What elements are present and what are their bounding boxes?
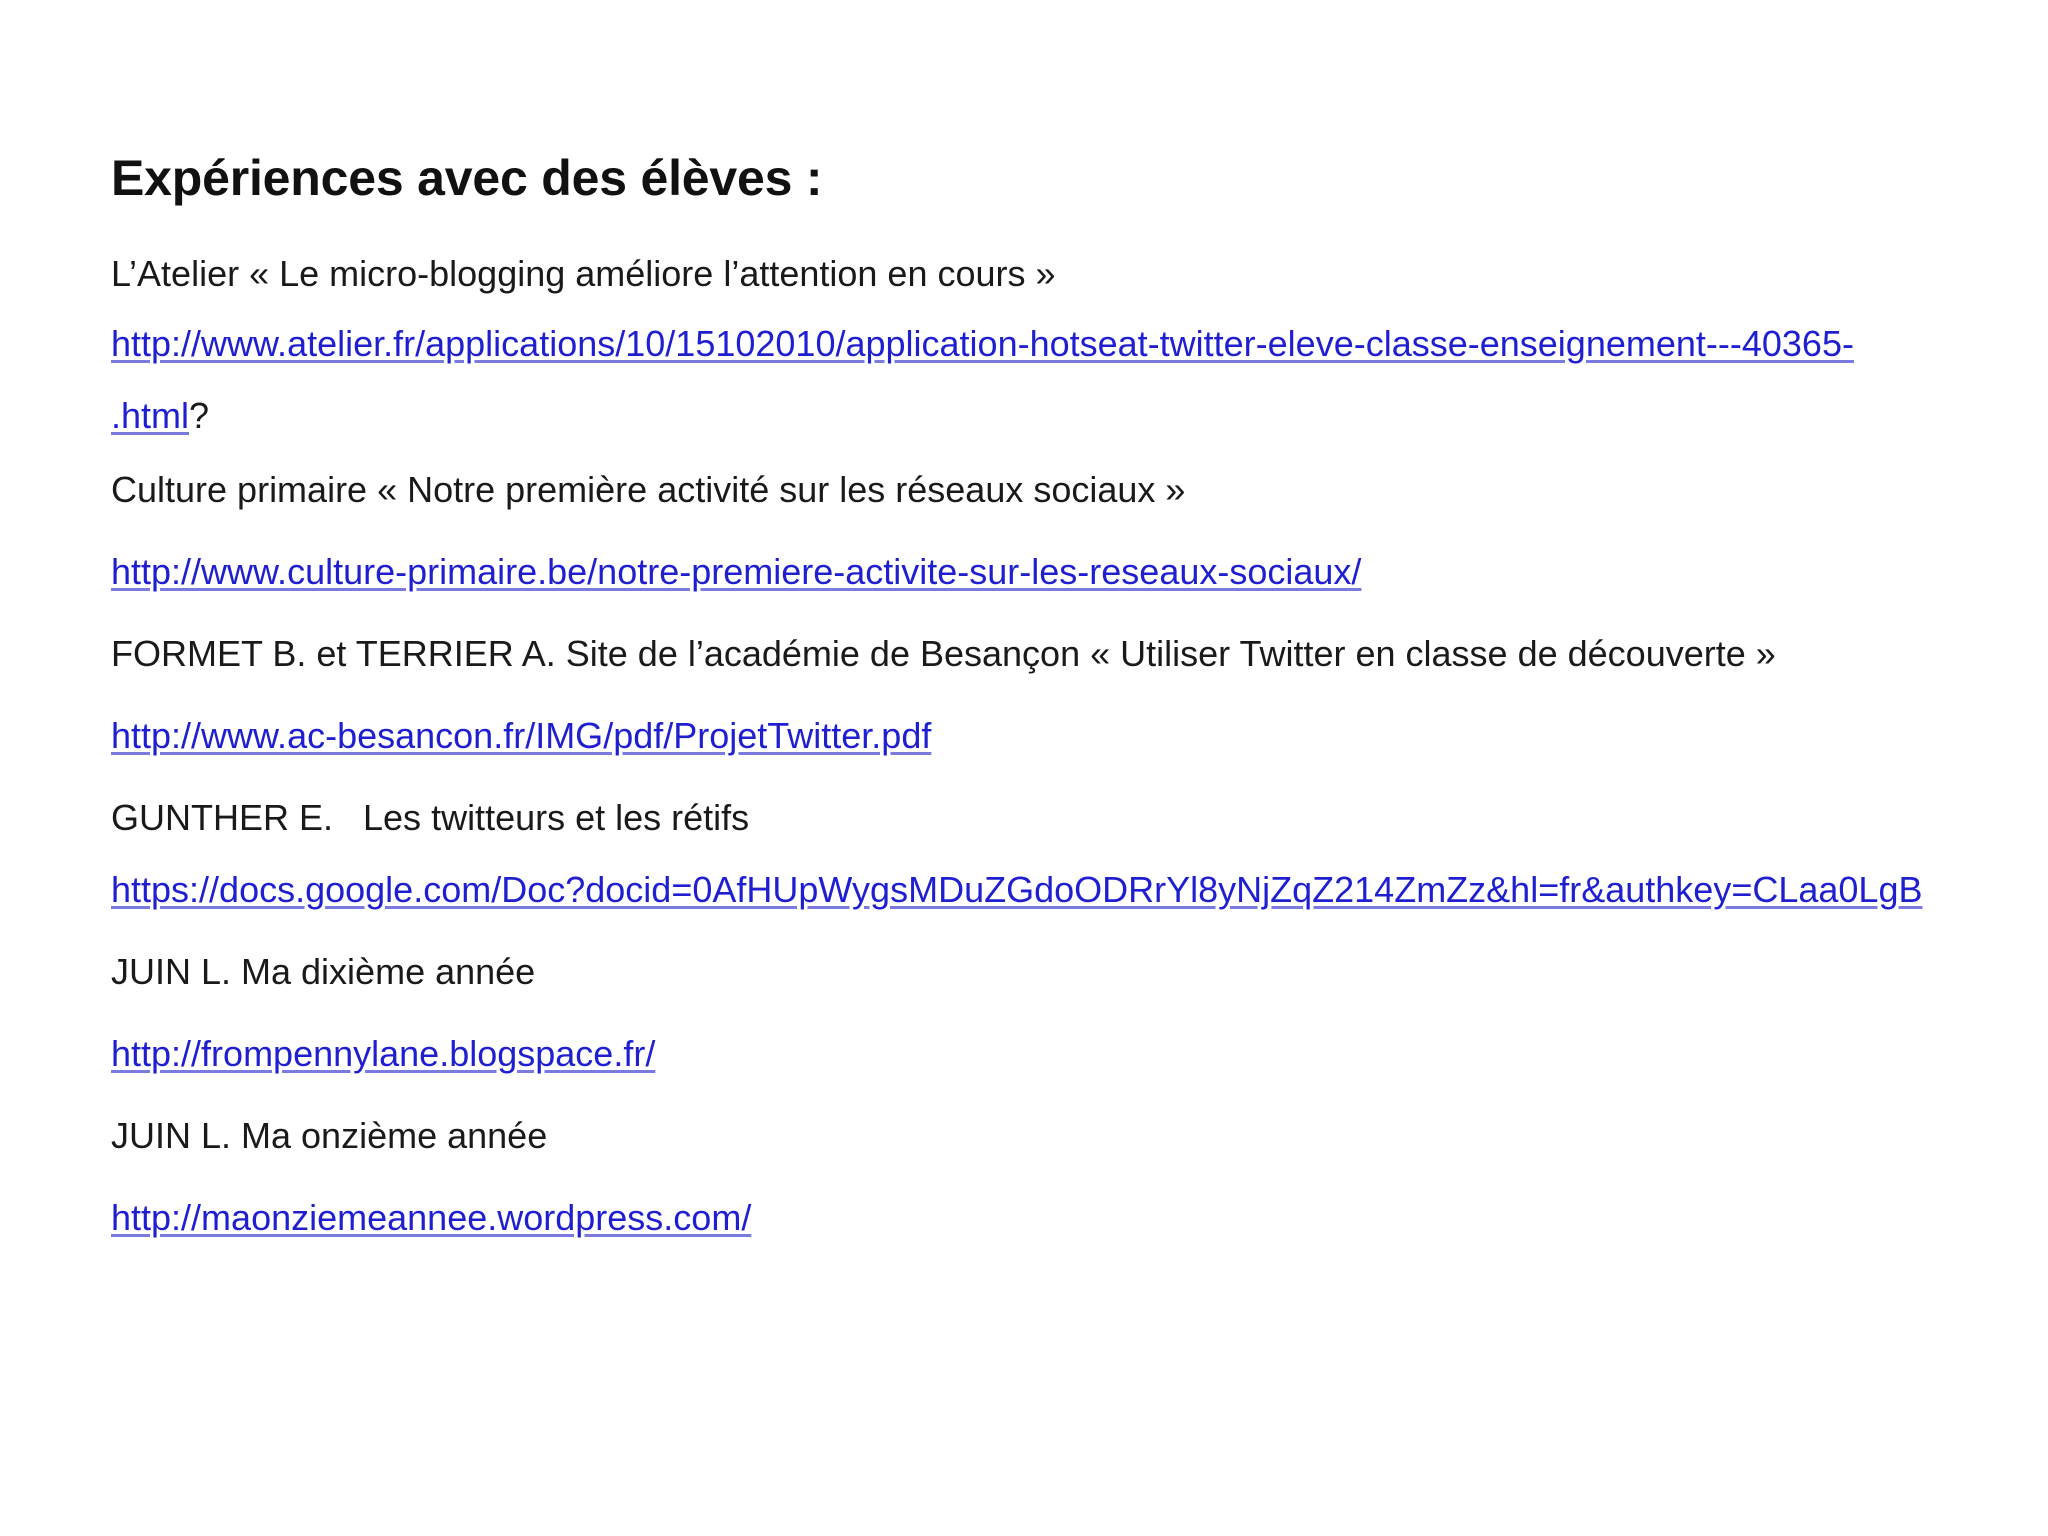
url-suffix: ?: [189, 395, 210, 436]
reference-title-onzieme: JUIN L. Ma onzième année: [111, 1115, 548, 1156]
reference-url-dixieme: [111, 1030, 2011, 1078]
reference-url-besancon: [111, 712, 2011, 760]
reference-url-gunther: [111, 866, 2011, 914]
link-maonziemeannee[interactable]: http://maonziemeannee.wordpress.com/: [111, 1197, 752, 1238]
reference-title-gunther: GUNTHER E. Les twitteurs et les rétifs: [111, 797, 750, 838]
reference-title-besancon: FORMET B. et TERRIER A. Site de l’académie de Besançon « Utiliser Twitter en classe de découverte »: [111, 633, 1776, 674]
link-google-doc[interactable]: https://docs.google.com/Doc?docid=0AfHUpWygsMDuZGdoODRrYl8yNjZqZ214ZmZz&hl=fr&authkey=CLaa0LgB: [111, 869, 1923, 910]
link-frompennylane[interactable]: http://frompennylane.blogspace.fr/: [111, 1033, 656, 1074]
link-culture-primaire[interactable]: http://www.culture-primaire.be/notre-premiere-activite-sur-les-reseaux-sociaux/: [111, 551, 1362, 592]
link-besancon[interactable]: http://www.ac-besancon.fr/IMG/pdf/ProjetTwitter.pdf: [111, 715, 932, 756]
reference-url-onzieme: [111, 1194, 2011, 1242]
reference-title-atelier: L’Atelier « Le micro-blogging améliore l’attention en cours »: [111, 253, 1056, 294]
link-atelier[interactable]: http://www.atelier.fr/applications/10/15102010/application-hotseat-twitter-eleve-classe-enseignement---40365-: [111, 323, 1854, 364]
reference-title-culture-primaire: Culture primaire « Notre première activité sur les réseaux sociaux »: [111, 469, 1186, 510]
reference-url-culture-primaire: [111, 548, 2011, 596]
page-title: Expériences avec des élèves :: [111, 150, 823, 206]
reference-url-atelier: [111, 308, 1991, 452]
document-page: [111, 140, 2011, 1242]
reference-title-dixieme: JUIN L. Ma dixième année: [111, 951, 536, 992]
link-atelier-continued[interactable]: .html: [111, 395, 190, 436]
